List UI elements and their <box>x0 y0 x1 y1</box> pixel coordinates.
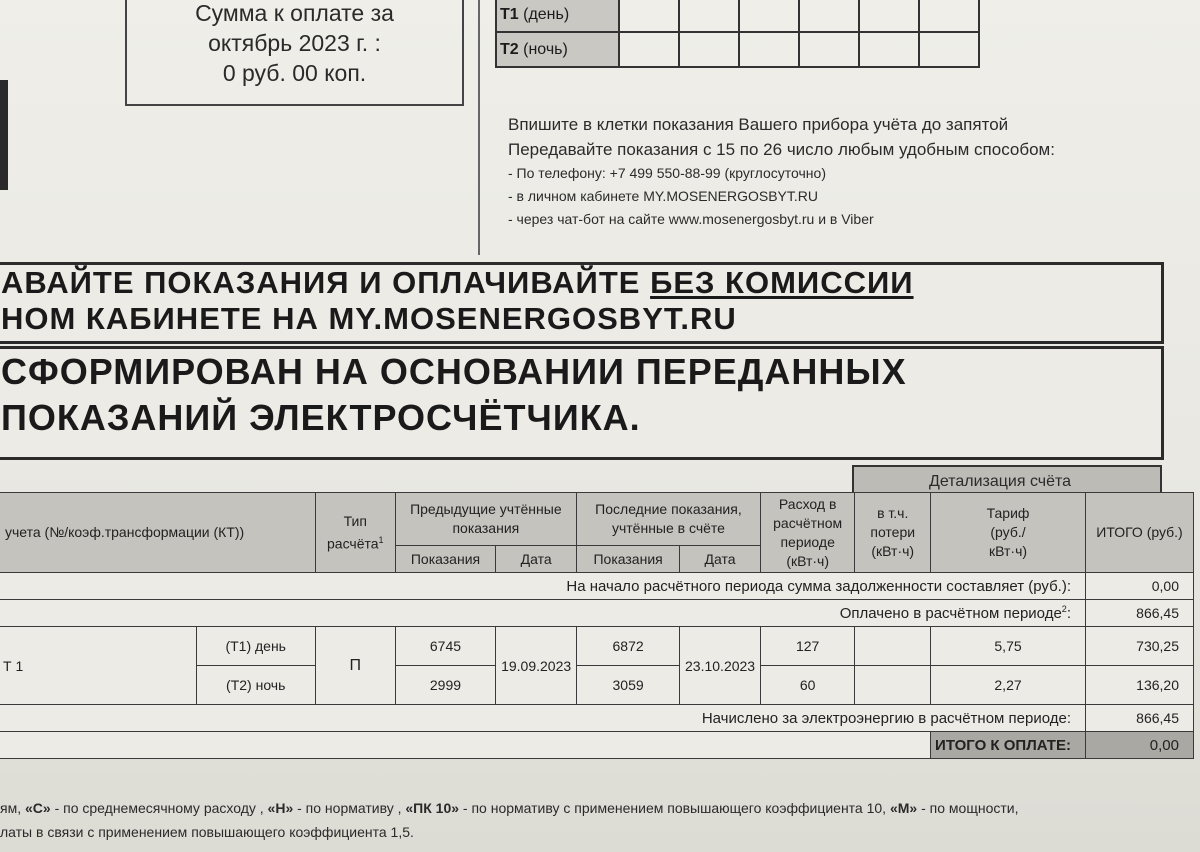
digit-cell[interactable] <box>619 32 679 67</box>
digit-cell[interactable] <box>799 32 859 67</box>
col-tariff: Тариф (руб./ кВт·ч) <box>931 493 1086 573</box>
amount-due-line2: октябрь 2023 г. : <box>208 30 381 56</box>
meter-name: Т 1 <box>0 627 196 705</box>
margin-mark <box>0 80 8 190</box>
prev-date: 19.09.2023 <box>496 627 577 705</box>
consumption: 127 <box>760 627 854 666</box>
col-calc-type: Тип расчёта$^1$ <box>315 493 395 573</box>
bill-details-title: Детализация счёта <box>929 473 1072 490</box>
accrued-row <box>0 705 1194 732</box>
col-meter: учета (№/коэф.трансформации (КТ)) <box>0 493 315 573</box>
row-total: 136,20 <box>1085 666 1193 705</box>
zone-label: (Т2) ночь <box>196 666 315 705</box>
debt-row <box>0 573 1194 600</box>
meter-reading-grid <box>495 0 980 68</box>
accrued-label: Начислено за электроэнергию в расчётном периоде: <box>0 705 1085 732</box>
instruction-line: Передавайте показания с 15 по 26 число любым удобным способом: <box>508 140 1055 159</box>
debt-value: 0,00 <box>1085 573 1193 600</box>
amount-due-line1: Сумма к оплате за <box>195 0 394 26</box>
digit-cell[interactable] <box>679 32 739 67</box>
last-reading: 6872 <box>577 627 680 666</box>
consumption: 60 <box>760 666 854 705</box>
col-prev-readings: Предыдущие учтённые показания <box>395 493 576 546</box>
row-total: 730,25 <box>1085 627 1193 666</box>
bill-details-header <box>852 465 1162 495</box>
paid-value: 866,45 <box>1085 600 1193 627</box>
col-consumption: Расход в расчётном периоде (кВт·ч) <box>760 493 854 573</box>
banner-line: НОМ КАБИНЕТЕ НА MY.MOSENERGOSBYT.RU <box>1 301 737 336</box>
last-date: 23.10.2023 <box>680 627 761 705</box>
paid-label: Оплачено в расчётном периоде$^2$: <box>0 600 1085 627</box>
last-reading: 3059 <box>577 666 680 705</box>
total-row <box>0 732 1194 759</box>
billing-table <box>0 492 1194 759</box>
digit-cell[interactable] <box>679 0 739 32</box>
no-commission-banner <box>0 262 1164 344</box>
losses <box>855 627 931 666</box>
amount-due-box <box>125 0 464 106</box>
instruction-line: Впишите в клетки показания Вашего прибора учёта до запятой <box>508 115 1009 134</box>
total-spacer <box>0 732 931 759</box>
col-last-value: Показания <box>577 546 680 573</box>
meter-label-t1: Т1 (день) <box>496 0 619 32</box>
col-last-date: Дата <box>680 546 761 573</box>
footnote-line: ям, «С» - по среднемесячному расходу , «Н» - по нормативу , «ПК 10» - по нормативу с применением повышающего коэффициента 10, «М» - по мощности, <box>0 800 1019 816</box>
total-value: 0,00 <box>1085 732 1193 759</box>
col-losses: в т.ч. потери (кВт·ч) <box>855 493 931 573</box>
digit-cell[interactable] <box>919 0 979 32</box>
digit-cell[interactable] <box>919 32 979 67</box>
total-label: ИТОГО К ОПЛАТЕ: <box>931 732 1086 759</box>
submission-instructions <box>508 112 1055 231</box>
digit-cell[interactable] <box>739 32 799 67</box>
table-header-row <box>0 493 1194 546</box>
instruction-chatbot: - через чат-бот на сайте www.mosenergosbyt.ru и в Viber <box>508 211 874 227</box>
readings-basis-banner <box>0 346 1164 460</box>
meter-row-t2 <box>496 32 979 67</box>
calc-type: П <box>315 627 395 705</box>
meter-row-t1 <box>496 0 979 32</box>
prev-reading: 6745 <box>395 627 496 666</box>
footnote-line: латы в связи с применением повышающего коэффициента 1,5. <box>0 824 414 840</box>
instruction-phone: - По телефону: +7 499 550-88-99 (круглосуточно) <box>508 165 826 181</box>
paid-row <box>0 600 1194 627</box>
table-row <box>0 627 1194 666</box>
instruction-cabinet: - в личном кабинете MY.MOSENERGOSBYT.RU <box>508 188 819 204</box>
col-prev-value: Показания <box>395 546 496 573</box>
prev-reading: 2999 <box>395 666 496 705</box>
tariff: 5,75 <box>931 627 1086 666</box>
accrued-value: 866,45 <box>1085 705 1193 732</box>
col-last-readings: Последние показания, учтённые в счёте <box>577 493 761 546</box>
losses <box>855 666 931 705</box>
col-total: ИТОГО (руб.) <box>1085 493 1193 573</box>
col-prev-date: Дата <box>496 546 577 573</box>
amount-due-line3: 0 руб. 00 коп. <box>222 60 367 86</box>
digit-cell[interactable] <box>859 32 919 67</box>
section-divider <box>478 0 480 255</box>
banner-line: ПОКАЗАНИЙ ЭЛЕКТРОСЧЁТЧИКА. <box>1 397 641 438</box>
digit-cell[interactable] <box>619 0 679 32</box>
debt-label: На начало расчётного периода сумма задолженности составляет (руб.): <box>0 573 1085 600</box>
banner-line: АВАЙТЕ ПОКАЗАНИЯ И ОПЛАЧИВАЙТЕ БЕЗ КОМИССИИ <box>1 265 914 300</box>
zone-label: (Т1) день <box>196 627 315 666</box>
calc-type-footnote <box>0 796 1018 844</box>
tariff: 2,27 <box>931 666 1086 705</box>
digit-cell[interactable] <box>799 0 859 32</box>
banner-line: СФОРМИРОВАН НА ОСНОВАНИИ ПЕРЕДАННЫХ <box>1 351 907 392</box>
digit-cell[interactable] <box>859 0 919 32</box>
meter-label-t2: Т2 (ночь) <box>496 32 619 67</box>
digit-cell[interactable] <box>739 0 799 32</box>
